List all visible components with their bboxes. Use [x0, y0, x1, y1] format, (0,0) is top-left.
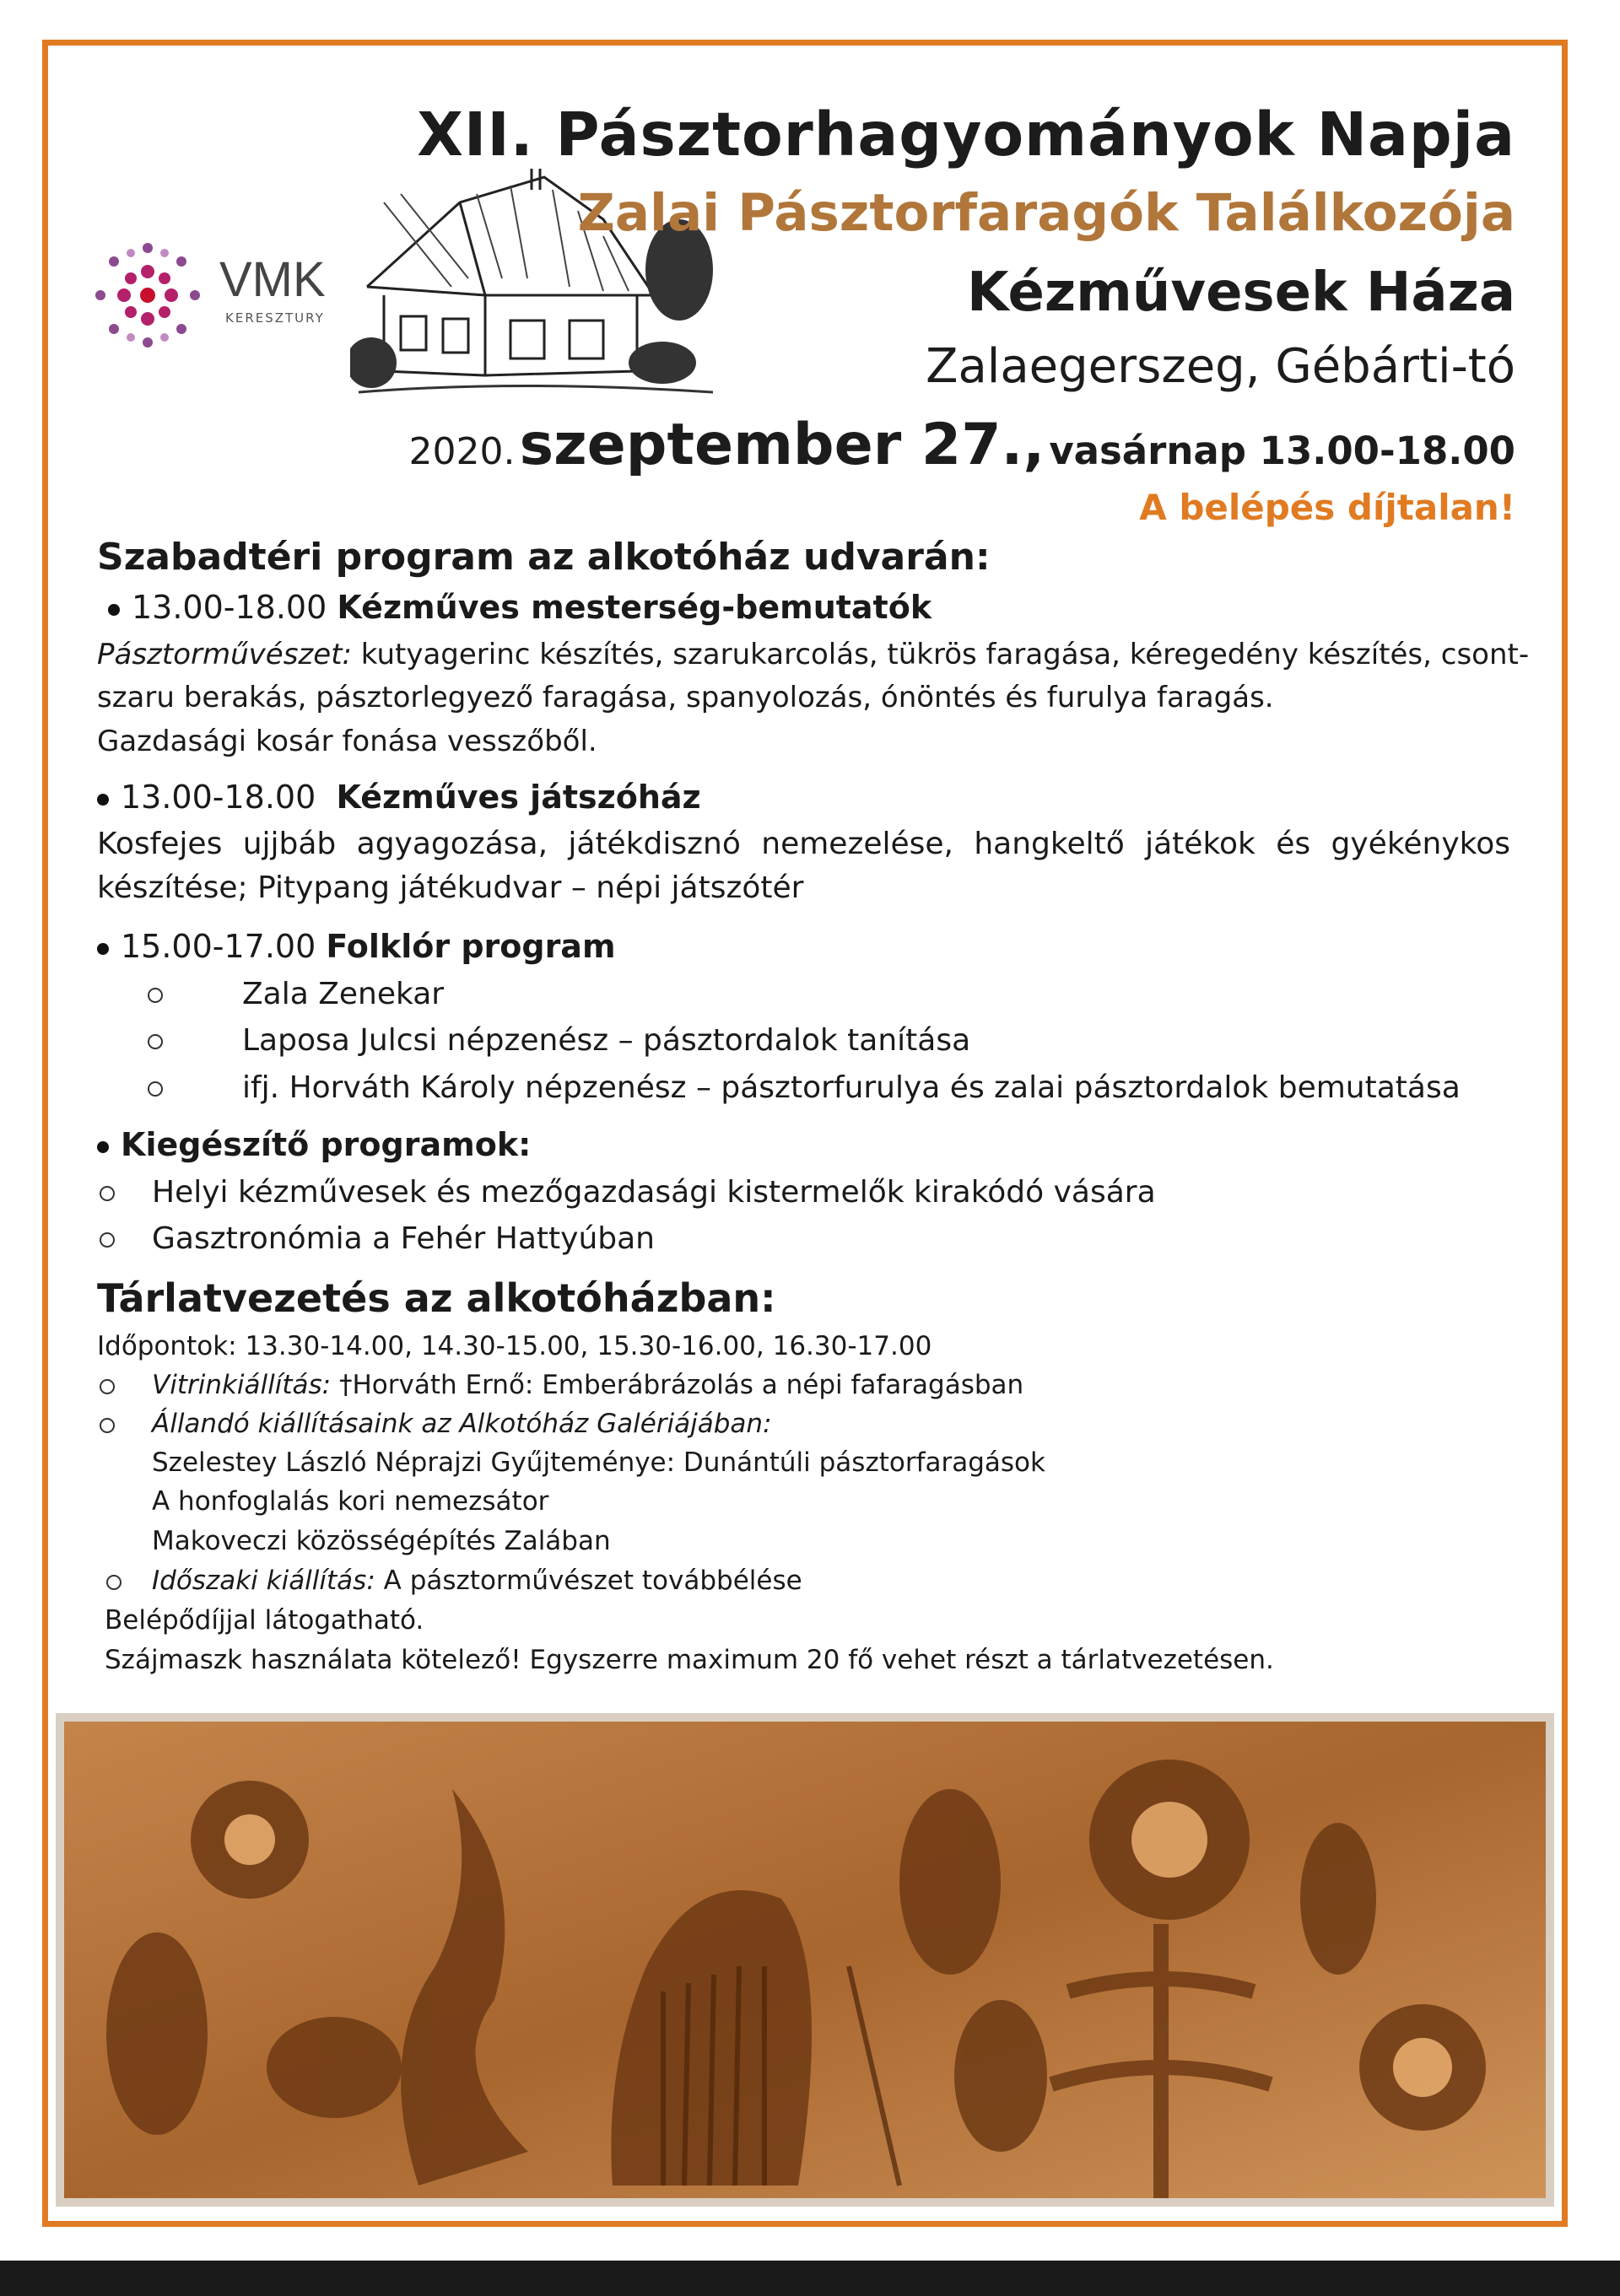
- vitrin-lead: Vitrinkiállítás:: [152, 1370, 332, 1400]
- circle-bullet-icon: [148, 988, 163, 1003]
- bullet-icon: [97, 943, 109, 955]
- outdoor-item-folklore: [97, 928, 616, 965]
- event-date: szeptember 27.,: [519, 412, 1045, 478]
- bullet-icon: [108, 604, 120, 616]
- outdoor-item-crafts: [108, 589, 932, 626]
- vitrin-text: †Horváth Ernő: Emberábrázolás a népi fafaragásban: [339, 1370, 1024, 1400]
- crafts-lead: Pásztorművészet:: [97, 638, 352, 671]
- item-time: 15.00-17.00: [121, 928, 316, 965]
- item-title: Folklór program: [326, 928, 616, 965]
- permanent-item: Makoveczi közösségépítés Zalában: [152, 1526, 611, 1556]
- venue-name: Kézművesek Háza: [966, 261, 1515, 324]
- temp-lead: Időszaki kiállítás:: [152, 1566, 375, 1596]
- item-time: 13.00-18.00: [121, 779, 316, 816]
- tour-heading: Tárlatvezetés az alkotóházban:: [97, 1275, 776, 1321]
- permanent-lead: Állandó kiállításaink az Alkotóház Galériájában:: [152, 1409, 772, 1439]
- extra-item: Helyi kézművesek és mezőgazdasági kistermelők kirakódó vására: [152, 1175, 1156, 1210]
- event-subtitle: Zalai Pásztorfaragók Találkozója: [577, 183, 1515, 243]
- list-item: [100, 1409, 772, 1439]
- outdoor-item-extras: [97, 1126, 531, 1163]
- item-time: 13.00-18.00: [132, 589, 327, 626]
- venue-location: Zalaegerszeg, Gébárti-tó: [926, 339, 1515, 394]
- event-day-time: vasárnap 13.00-18.00: [1049, 428, 1515, 473]
- wood-carving-icon: [56, 1713, 1554, 2207]
- extra-item: Gasztronómia a Fehér Hattyúban: [152, 1221, 655, 1256]
- crafts-line-3: Gazdasági kosár fonása vesszőből.: [97, 725, 597, 758]
- bullet-icon: [97, 794, 109, 806]
- list-item: [106, 1566, 802, 1596]
- circle-bullet-icon: [148, 1034, 163, 1049]
- circle-bullet-icon: [106, 1575, 122, 1590]
- circle-bullet-icon: [100, 1418, 115, 1433]
- folk-item: Zala Zenekar: [242, 977, 445, 1011]
- ticket-note: Belépődíjjal látogatható.: [105, 1605, 424, 1636]
- folk-item: ifj. Horváth Károly népzenész – pásztorfurulya és zalai pásztordalok bemutatása: [242, 1070, 1461, 1105]
- permanent-item: A honfoglalás kori nemezsátor: [152, 1486, 549, 1517]
- free-entry-note: A belépés díjtalan!: [1139, 487, 1515, 528]
- list-item: [100, 1175, 1156, 1210]
- playhouse-text: Kosfejes ujjbáb agyagozása, játékdisznó nemezelése, hangkeltő játékok és gyékénykos készítése; Pitypang játékudvar – népi játszótér: [97, 827, 1510, 905]
- list-item: [100, 1221, 655, 1256]
- circle-bullet-icon: [100, 1379, 115, 1394]
- item-title: Kézműves mesterség-bemutatók: [337, 589, 932, 626]
- item-title: Kiegészítő programok:: [121, 1126, 532, 1163]
- event-year: 2020.: [408, 430, 516, 473]
- crafts-line-2: szaru berakás, pásztorlegyező faragása, spanyolozás, ónöntés és furulya faragás.: [97, 681, 1274, 714]
- list-item: [148, 977, 444, 1011]
- bottom-bar: [0, 2261, 1620, 2296]
- wood-carving-photo: [56, 1713, 1554, 2207]
- permanent-item: Szelestey László Néprajzi Gyűjteménye: Dunántúli pásztorfaragások: [152, 1447, 1045, 1478]
- circle-bullet-icon: [148, 1081, 163, 1097]
- bullet-icon: [97, 1141, 109, 1153]
- crafts-line-1: [97, 638, 1529, 671]
- folk-item: Laposa Julcsi népzenész – pásztordalok tanítása: [242, 1023, 971, 1058]
- tour-times: Időpontok: 13.30-14.00, 14.30-15.00, 15.30-16.00, 16.30-17.00: [97, 1331, 932, 1361]
- circle-bullet-icon: [100, 1186, 115, 1201]
- event-title: XII. Pásztorhagyományok Napja: [417, 100, 1515, 170]
- vmk-logo: [89, 228, 333, 366]
- logo-name: KERESZTURY: [225, 310, 325, 326]
- mask-note: Szájmaszk használata kötelező! Egyszerre maximum 20 fő vehet részt a tárlatvezetésen.: [105, 1645, 1274, 1675]
- logo-mark: VMK: [219, 252, 326, 307]
- circle-bullet-icon: [100, 1232, 115, 1248]
- crafts-text-1: kutyagerinc készítés, szarukarcolás, tükrös faragása, kéregedény készítés, csont-: [360, 638, 1530, 671]
- date-line: [409, 412, 1515, 478]
- list-item: [100, 1370, 1023, 1400]
- list-item: [148, 1023, 970, 1058]
- outdoor-heading: Szabadtéri program az alkotóház udvarán:: [97, 536, 991, 579]
- outdoor-item-playhouse: [97, 779, 701, 816]
- list-item: [148, 1070, 1461, 1105]
- item-title: Kézműves játszóház: [336, 779, 701, 816]
- temp-text: A pásztorművészet továbbélése: [383, 1566, 802, 1596]
